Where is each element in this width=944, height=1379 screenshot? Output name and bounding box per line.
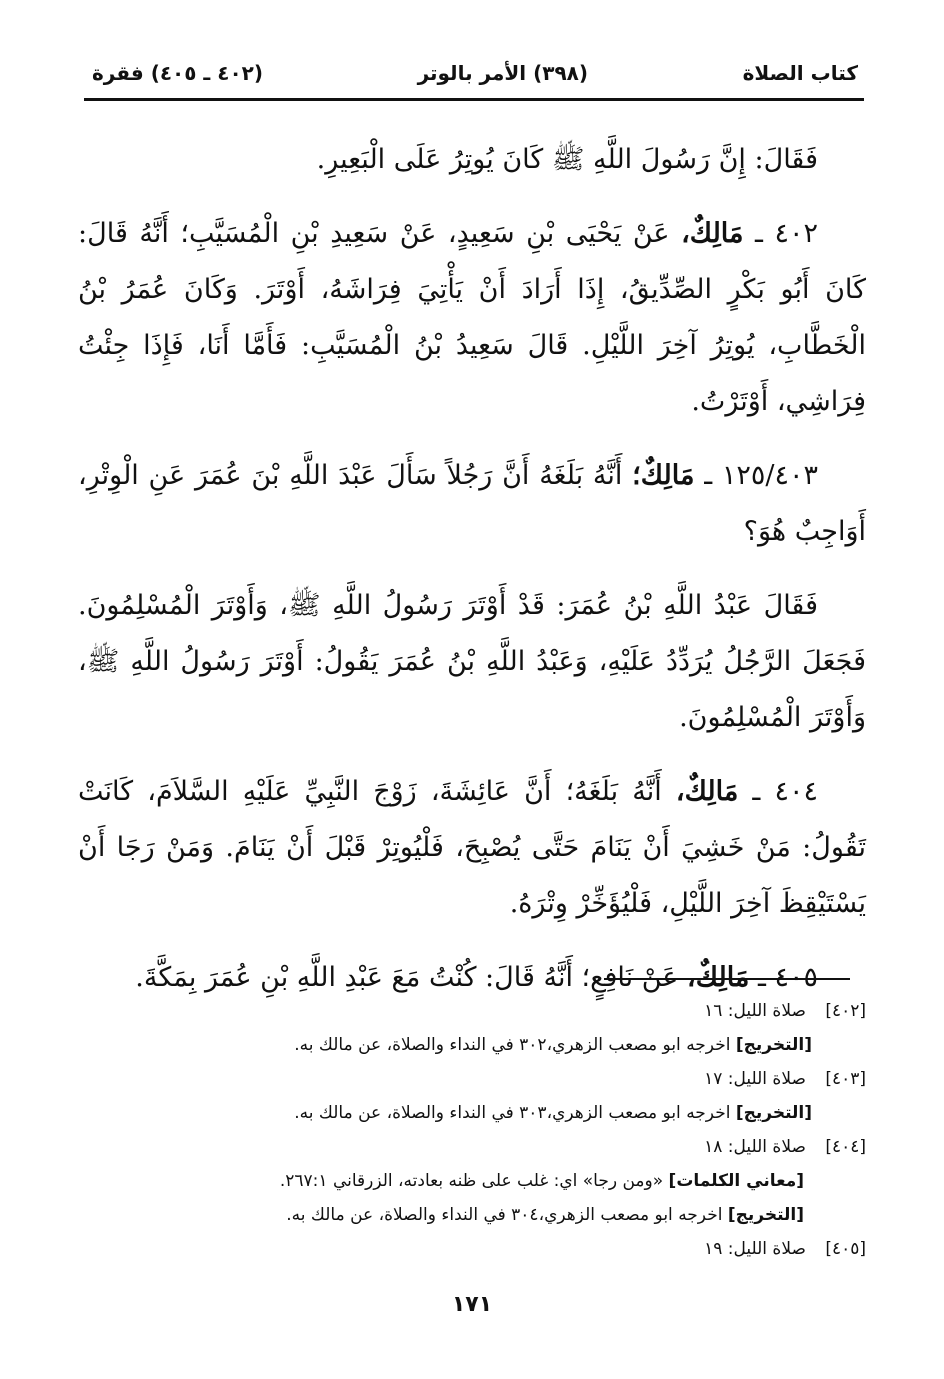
- footnote-heading: [150, 1232, 866, 1266]
- footnote-separator: [604, 978, 850, 980]
- footnote-title: صلاة الليل: ١٩: [704, 1239, 806, 1259]
- footnote-title: صلاة الليل: ١٧: [704, 1069, 806, 1089]
- footnote-ref: [٤٠٤]: [825, 1137, 866, 1157]
- footnote-ref: [٤٠٢]: [825, 1001, 866, 1021]
- footnote-ref: [٤٠٥]: [825, 1239, 866, 1259]
- footnotes: [150, 994, 866, 1266]
- hadith-number: ٤٠٥ ـ: [757, 962, 818, 993]
- hadith-402: [78, 206, 866, 430]
- narrator-name: مَالِكٌ،: [681, 218, 744, 249]
- paragraph-text: أَنَّهُ بَلَغَهُ؛ أَنَّ عَائِشَةَ، زَوْجَ النَّبِيِّ عَلَيْهِ السَّلاَمَ، كَانَتْ تَقُولُ: مَنْ خَشِيَ أَنْ يَنَامَ حَتَّى يُصْبِحَ، فَلْيُوتِرْ قَبْلَ أَنْ يَنَامَ. وَمَنْ رَجَا أَنْ يَسْتَيْقِظَ آخِرَ اللَّيْلِ، فَلْيُؤَخِّرْ وِتْرَهُ.: [78, 776, 866, 919]
- narrator-name: مَالِكٌ؛: [632, 460, 695, 491]
- footnote-ref: [٤٠٣]: [825, 1069, 866, 1089]
- paragraph-text: أَنَّهُ بَلَغَهُ أَنَّ رَجُلاً سَأَلَ عَبْدَ اللَّهِ بْنَ عُمَرَ عَنِ الْوِتْرِ، أَوَاجِبٌ هُوَ؟: [78, 460, 866, 547]
- footnote-label: [التخريج]: [727, 1205, 804, 1225]
- footnote-label: [معاني الكلمات]: [668, 1171, 804, 1191]
- footnote-title: صلاة الليل: ١٨: [704, 1137, 806, 1157]
- paragraph-text: عَنْ نَافِعٍ؛ أَنَّهُ قَالَ: كُنْتُ مَعَ عَبْدِ اللَّهِ بْنِ عُمَرَ بِمَكَّةَ.: [135, 962, 679, 993]
- footnote-heading: [150, 1062, 866, 1096]
- footnote-label: [التخريج]: [735, 1035, 812, 1055]
- paragraph-text: فَقَالَ: إِنَّ رَسُولَ اللَّهِ ﷺ كَانَ يُوتِرُ عَلَى الْبَعِيرِ.: [316, 144, 818, 175]
- footnote-text: اخرجه ابو مصعب الزهري،٣٠٤ في النداء والصلاة، عن مالك به.: [286, 1205, 723, 1225]
- footnote-entry: [150, 1164, 866, 1198]
- footnote-entry: [150, 1028, 866, 1062]
- narrator-name: مَالِكٌ،: [675, 776, 739, 807]
- paragraph: [78, 578, 866, 746]
- footnote-heading: [150, 994, 866, 1028]
- hadith-403: [78, 448, 866, 560]
- footnote-entry: [150, 1198, 866, 1232]
- footnote-heading: [150, 1130, 866, 1164]
- paragraph-text: فَقَالَ عَبْدُ اللَّهِ بْنُ عُمَرَ: قَدْ أَوْتَرَ رَسُولُ اللَّهِ ﷺ، وَأَوْتَرَ الْمُسْلِمُونَ. فَجَعَلَ الرَّجُلُ يُرَدِّدُ عَلَيْهِ، وَعَبْدُ اللَّهِ بْنُ عُمَرَ يَقُولُ: أَوْتَرَ رَسُولُ اللَّهِ ﷺ، وَأَوْتَرَ الْمُسْلِمُونَ.: [78, 590, 866, 733]
- page-number: ١٧١: [451, 1292, 493, 1317]
- narrator-name: مَالِكٌ،: [687, 962, 750, 993]
- footnote-label: [التخريج]: [735, 1103, 812, 1123]
- hadith-404: [78, 764, 866, 932]
- hadith-number: ٤٠٢ ـ: [755, 218, 818, 249]
- footnote-text: اخرجه ابو مصعب الزهري،٣٠٣ في النداء والصلاة، عن مالك به.: [294, 1103, 731, 1123]
- running-header: [92, 58, 858, 88]
- paragraph-text: عَنْ يَحْيَى بْنِ سَعِيدٍ، عَنْ سَعِيدِ بْنِ الْمُسَيَّبِ؛ أَنَّهُ قَالَ: كَانَ أَبُو بَكْرٍ الصِّدِّيقُ، إِذَا أَرَادَ أَنْ يَأْتِيَ فِرَاشَهُ، أَوْتَرَ. وَكَانَ عُمَرُ بْنُ الْخَطَّابِ، يُوتِرُ آخِرَ اللَّيْلِ. قَالَ سَعِيدُ بْنُ الْمُسَيَّبِ: فَأَمَّا أَنَا، فَإِذَا جِئْتُ فِرَاشِي، أَوْتَرْتُ.: [78, 218, 866, 417]
- header-book-title: كتاب الصلاة: [742, 61, 858, 85]
- header-chapter-title: (٣٩٨) الأمر بالوتر: [417, 61, 588, 85]
- footnote-text: «ومن رجا» اي: غلب على ظنه بعادته، الزرقاني ٢٦٧:١.: [279, 1171, 664, 1191]
- footnote-text: اخرجه ابو مصعب الزهري،٣٠٢ في النداء والصلاة، عن مالك به.: [294, 1035, 731, 1055]
- footnote-entry: [150, 1096, 866, 1130]
- header-paragraph-range: (٤٠٢ ـ ٤٠٥) فقرة: [92, 61, 263, 85]
- hadith-number: ٤٠٤ ـ: [752, 776, 818, 807]
- header-rule: [84, 98, 864, 101]
- hadith-number: ١٢٥/٤٠٣ ـ: [704, 460, 818, 491]
- paragraph: [78, 132, 866, 188]
- body-text: [78, 132, 866, 1024]
- footnote-title: صلاة الليل: ١٦: [704, 1001, 806, 1021]
